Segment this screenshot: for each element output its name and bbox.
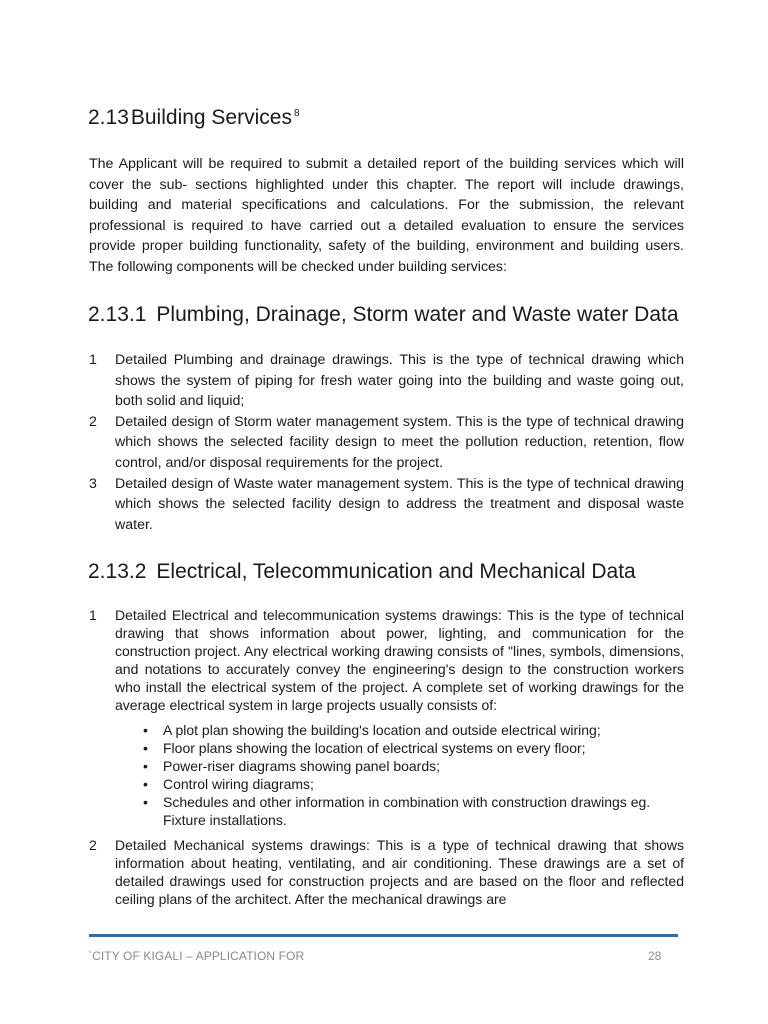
list-item-number: 2 — [89, 413, 97, 430]
section-title-text: Building Services — [130, 106, 292, 129]
list-item-text: Detailed Plumbing and drainage drawings. This is the type of technical drawing which shows the system of piping for fresh water going into the building and waste going out, both solid and liquid; — [115, 352, 684, 410]
subsection-heading-electrical — [88, 560, 636, 584]
subsection-title-text: Electrical, Telecommunication and Mechanical Data — [156, 560, 636, 583]
page-number: 28 — [648, 949, 662, 963]
list-item-text: Detailed design of Waste water management system. This is the type of technical drawing which shows the selected facility design to address the treatment and disposal waste water. — [115, 475, 684, 533]
bullet-item: • Control wiring diagrams; — [137, 776, 684, 794]
footer-title: `CITY OF KIGALI – APPLICATION FOR — [88, 949, 305, 963]
list-item — [89, 837, 684, 909]
list-item-number: 1 — [89, 352, 97, 368]
list-item-number: 1 — [89, 607, 97, 623]
subsection-heading-plumbing — [88, 303, 679, 327]
list-item-text: Detailed design of Storm water management system. This is the type of technical drawing which shows the selected facility design to meet the pollution reduction, retention, flow control, and/or disposal requirements for the project. — [115, 413, 684, 471]
section-heading — [88, 106, 300, 130]
subsection-title-text: Plumbing, Drainage, Storm water and Waste water Data — [156, 303, 679, 326]
list-item-number: 2 — [89, 836, 97, 853]
list-item-text: Detailed Electrical and telecommunication systems drawings: This is the type of technical drawing that shows information about power, lighting, and communication for the construction project. Any electrical working drawing consists of "lines, symbols, dimensions, and notations to accurately convey the engineering's design to the construction workers who install the electrical system of the project. A complete set of working drawings for the average electrical system in large projects usually consists of: — [115, 607, 684, 713]
list-item — [89, 350, 684, 412]
list-item — [89, 607, 684, 830]
intro-paragraph: The Applicant will be required to submit a detailed report of the building services which will cover the sub- sections highlighted under this chapter. The report will include drawings, building and material specifications and calculations. For the submission, the relevant professional is required to have carried out a detailed evaluation to ensure the services provide proper building functionality, safety of the building, environment and building users. The following components will be checked under building services: — [89, 156, 684, 275]
electrical-drawings-bullets — [115, 722, 684, 829]
plumbing-requirements-list — [89, 350, 684, 535]
list-item — [89, 412, 684, 474]
list-item-text: Detailed Mechanical systems drawings: This is a type of technical drawing that shows information about heating, ventilating, and air conditioning. These drawings are a set of detailed drawings used for construction projects and are based on the floor and reflected ceiling plans of the architect. After the mechanical drawings are — [115, 836, 684, 907]
list-item — [89, 474, 684, 536]
footnote-marker[interactable]: 8 — [293, 108, 300, 119]
subsection-number: 2.13.1 — [88, 303, 147, 326]
bullet-item: • Schedules and other information in combination with construction drawings eg. Fixture installations. — [137, 794, 684, 830]
bullet-item: • Power-riser diagrams showing panel boards; — [137, 758, 684, 776]
bullet-item: • Floor plans showing the location of electrical systems on every floor; — [137, 740, 684, 758]
footer-divider — [89, 934, 678, 937]
section-number: 2.13 — [88, 106, 129, 129]
subsection-number: 2.13.2 — [88, 560, 147, 583]
list-item-number: 3 — [89, 475, 97, 492]
electrical-requirements-list — [89, 607, 684, 909]
bullet-item: • A plot plan showing the building's location and outside electrical wiring; — [137, 722, 684, 740]
